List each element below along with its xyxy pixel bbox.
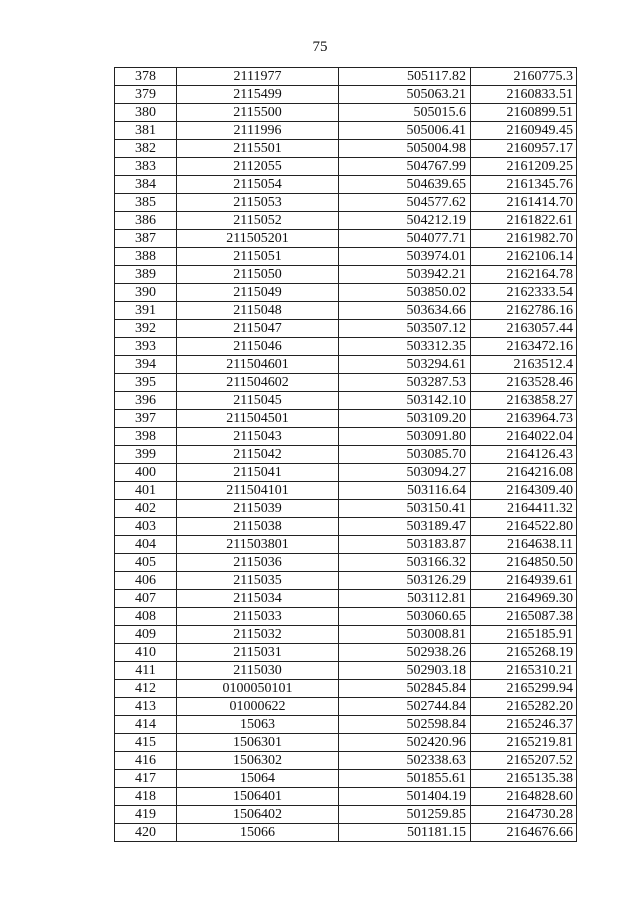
point-id-cell: 2115500 [177, 104, 339, 122]
table-row [115, 356, 577, 374]
x-coordinate-cell: 501404.19 [339, 788, 471, 806]
y-coordinate-cell: 2163512.4 [471, 356, 577, 374]
point-id-cell: 2115053 [177, 194, 339, 212]
point-id-cell: 2115035 [177, 572, 339, 590]
point-id-cell: 2115031 [177, 644, 339, 662]
x-coordinate-cell: 502938.26 [339, 644, 471, 662]
y-coordinate-cell: 2163858.27 [471, 392, 577, 410]
table-row [115, 716, 577, 734]
row-number-cell: 411 [115, 662, 177, 680]
point-id-cell: 1506301 [177, 734, 339, 752]
row-number-cell: 386 [115, 212, 177, 230]
row-number-cell: 412 [115, 680, 177, 698]
point-id-cell: 2115033 [177, 608, 339, 626]
table-row [115, 608, 577, 626]
row-number-cell: 403 [115, 518, 177, 536]
y-coordinate-cell: 2161822.61 [471, 212, 577, 230]
table-row [115, 572, 577, 590]
y-coordinate-cell: 2160957.17 [471, 140, 577, 158]
table-row [115, 266, 577, 284]
point-id-cell: 2115049 [177, 284, 339, 302]
page-number: 75 [312, 39, 328, 55]
point-id-cell: 211504501 [177, 410, 339, 428]
point-id-cell: 2115041 [177, 464, 339, 482]
point-id-cell: 0100050101 [177, 680, 339, 698]
point-id-cell: 2111996 [177, 122, 339, 140]
x-coordinate-cell: 502338.63 [339, 752, 471, 770]
x-coordinate-cell: 503942.21 [339, 266, 471, 284]
point-id-cell: 2115051 [177, 248, 339, 266]
point-id-cell: 2115038 [177, 518, 339, 536]
table-row [115, 230, 577, 248]
row-number-cell: 404 [115, 536, 177, 554]
point-id-cell: 2115032 [177, 626, 339, 644]
x-coordinate-cell: 504767.99 [339, 158, 471, 176]
x-coordinate-cell: 503085.70 [339, 446, 471, 464]
y-coordinate-cell: 2162106.14 [471, 248, 577, 266]
point-id-cell: 15066 [177, 824, 339, 842]
y-coordinate-cell: 2164309.40 [471, 482, 577, 500]
row-number-cell: 383 [115, 158, 177, 176]
point-id-cell: 1506402 [177, 806, 339, 824]
table-row [115, 536, 577, 554]
point-id-cell: 2115030 [177, 662, 339, 680]
table-row [115, 428, 577, 446]
y-coordinate-cell: 2161209.25 [471, 158, 577, 176]
point-id-cell: 2115050 [177, 266, 339, 284]
row-number-cell: 414 [115, 716, 177, 734]
point-id-cell: 2112055 [177, 158, 339, 176]
row-number-cell: 399 [115, 446, 177, 464]
y-coordinate-cell: 2163528.46 [471, 374, 577, 392]
y-coordinate-cell: 2160833.51 [471, 86, 577, 104]
x-coordinate-cell: 501259.85 [339, 806, 471, 824]
row-number-cell: 395 [115, 374, 177, 392]
row-number-cell: 398 [115, 428, 177, 446]
x-coordinate-cell: 502845.84 [339, 680, 471, 698]
row-number-cell: 420 [115, 824, 177, 842]
point-id-cell: 15064 [177, 770, 339, 788]
point-id-cell: 2115047 [177, 320, 339, 338]
x-coordinate-cell: 504077.71 [339, 230, 471, 248]
x-coordinate-cell: 503109.20 [339, 410, 471, 428]
y-coordinate-cell: 2165310.21 [471, 662, 577, 680]
row-number-cell: 415 [115, 734, 177, 752]
x-coordinate-cell: 505004.98 [339, 140, 471, 158]
row-number-cell: 407 [115, 590, 177, 608]
row-number-cell: 419 [115, 806, 177, 824]
point-id-cell: 2115043 [177, 428, 339, 446]
x-coordinate-cell: 503091.80 [339, 428, 471, 446]
x-coordinate-cell: 503312.35 [339, 338, 471, 356]
table-row [115, 320, 577, 338]
table-row [115, 410, 577, 428]
x-coordinate-cell: 503850.02 [339, 284, 471, 302]
point-id-cell: 2115036 [177, 554, 339, 572]
row-number-cell: 379 [115, 86, 177, 104]
table-row [115, 590, 577, 608]
row-number-cell: 400 [115, 464, 177, 482]
y-coordinate-cell: 2164828.60 [471, 788, 577, 806]
row-number-cell: 408 [115, 608, 177, 626]
y-coordinate-cell: 2164939.61 [471, 572, 577, 590]
table-row [115, 194, 577, 212]
table-row [115, 824, 577, 842]
x-coordinate-cell: 503150.41 [339, 500, 471, 518]
x-coordinate-cell: 501181.15 [339, 824, 471, 842]
row-number-cell: 409 [115, 626, 177, 644]
point-id-cell: 2115048 [177, 302, 339, 320]
table-row [115, 140, 577, 158]
y-coordinate-cell: 2165207.52 [471, 752, 577, 770]
table-row [115, 464, 577, 482]
x-coordinate-cell: 503974.01 [339, 248, 471, 266]
table-row [115, 698, 577, 716]
y-coordinate-cell: 2160949.45 [471, 122, 577, 140]
x-coordinate-cell: 503116.64 [339, 482, 471, 500]
y-coordinate-cell: 2161982.70 [471, 230, 577, 248]
coordinates-table [114, 67, 577, 842]
y-coordinate-cell: 2164216.08 [471, 464, 577, 482]
table-row [115, 392, 577, 410]
row-number-cell: 389 [115, 266, 177, 284]
table-row [115, 212, 577, 230]
x-coordinate-cell: 503094.27 [339, 464, 471, 482]
y-coordinate-cell: 2164022.04 [471, 428, 577, 446]
row-number-cell: 380 [115, 104, 177, 122]
y-coordinate-cell: 2160899.51 [471, 104, 577, 122]
row-number-cell: 401 [115, 482, 177, 500]
row-number-cell: 381 [115, 122, 177, 140]
table-row [115, 446, 577, 464]
y-coordinate-cell: 2165268.19 [471, 644, 577, 662]
y-coordinate-cell: 2161414.70 [471, 194, 577, 212]
point-id-cell: 1506302 [177, 752, 339, 770]
point-id-cell: 2115499 [177, 86, 339, 104]
y-coordinate-cell: 2162786.16 [471, 302, 577, 320]
row-number-cell: 406 [115, 572, 177, 590]
table-row [115, 752, 577, 770]
table-row [115, 770, 577, 788]
table-row [115, 374, 577, 392]
table-row [115, 680, 577, 698]
y-coordinate-cell: 2165087.38 [471, 608, 577, 626]
table-row [115, 734, 577, 752]
y-coordinate-cell: 2160775.3 [471, 68, 577, 86]
y-coordinate-cell: 2163472.16 [471, 338, 577, 356]
point-id-cell: 2115046 [177, 338, 339, 356]
table-row [115, 248, 577, 266]
table-row [115, 176, 577, 194]
y-coordinate-cell: 2162333.54 [471, 284, 577, 302]
row-number-cell: 385 [115, 194, 177, 212]
y-coordinate-cell: 2164969.30 [471, 590, 577, 608]
point-id-cell: 15063 [177, 716, 339, 734]
point-id-cell: 1506401 [177, 788, 339, 806]
table-row [115, 518, 577, 536]
y-coordinate-cell: 2164411.32 [471, 500, 577, 518]
table-row [115, 554, 577, 572]
row-number-cell: 397 [115, 410, 177, 428]
table-row [115, 500, 577, 518]
table-row [115, 806, 577, 824]
y-coordinate-cell: 2165282.20 [471, 698, 577, 716]
x-coordinate-cell: 505006.41 [339, 122, 471, 140]
point-id-cell: 2115034 [177, 590, 339, 608]
point-id-cell: 01000622 [177, 698, 339, 716]
row-number-cell: 405 [115, 554, 177, 572]
point-id-cell: 211504602 [177, 374, 339, 392]
x-coordinate-cell: 503008.81 [339, 626, 471, 644]
table-row [115, 122, 577, 140]
x-coordinate-cell: 503294.61 [339, 356, 471, 374]
x-coordinate-cell: 504639.65 [339, 176, 471, 194]
x-coordinate-cell: 501855.61 [339, 770, 471, 788]
table-row [115, 788, 577, 806]
x-coordinate-cell: 502903.18 [339, 662, 471, 680]
row-number-cell: 390 [115, 284, 177, 302]
point-id-cell: 211505201 [177, 230, 339, 248]
x-coordinate-cell: 505063.21 [339, 86, 471, 104]
y-coordinate-cell: 2164126.43 [471, 446, 577, 464]
point-id-cell: 211504601 [177, 356, 339, 374]
table-row [115, 284, 577, 302]
x-coordinate-cell: 503507.12 [339, 320, 471, 338]
x-coordinate-cell: 505117.82 [339, 68, 471, 86]
y-coordinate-cell: 2164850.50 [471, 554, 577, 572]
point-id-cell: 2115042 [177, 446, 339, 464]
x-coordinate-cell: 503189.47 [339, 518, 471, 536]
row-number-cell: 388 [115, 248, 177, 266]
table-row [115, 644, 577, 662]
x-coordinate-cell: 504212.19 [339, 212, 471, 230]
point-id-cell: 2115045 [177, 392, 339, 410]
y-coordinate-cell: 2161345.76 [471, 176, 577, 194]
x-coordinate-cell: 503126.29 [339, 572, 471, 590]
row-number-cell: 417 [115, 770, 177, 788]
row-number-cell: 378 [115, 68, 177, 86]
point-id-cell: 211503801 [177, 536, 339, 554]
row-number-cell: 384 [115, 176, 177, 194]
row-number-cell: 416 [115, 752, 177, 770]
table-row [115, 338, 577, 356]
y-coordinate-cell: 2165185.91 [471, 626, 577, 644]
row-number-cell: 393 [115, 338, 177, 356]
y-coordinate-cell: 2162164.78 [471, 266, 577, 284]
table-row [115, 626, 577, 644]
y-coordinate-cell: 2165219.81 [471, 734, 577, 752]
point-id-cell: 211504101 [177, 482, 339, 500]
x-coordinate-cell: 503287.53 [339, 374, 471, 392]
row-number-cell: 402 [115, 500, 177, 518]
row-number-cell: 410 [115, 644, 177, 662]
table-row [115, 104, 577, 122]
point-id-cell: 2115052 [177, 212, 339, 230]
y-coordinate-cell: 2165299.94 [471, 680, 577, 698]
y-coordinate-cell: 2164676.66 [471, 824, 577, 842]
row-number-cell: 382 [115, 140, 177, 158]
y-coordinate-cell: 2163057.44 [471, 320, 577, 338]
point-id-cell: 2115501 [177, 140, 339, 158]
x-coordinate-cell: 503634.66 [339, 302, 471, 320]
x-coordinate-cell: 505015.6 [339, 104, 471, 122]
x-coordinate-cell: 503142.10 [339, 392, 471, 410]
x-coordinate-cell: 503166.32 [339, 554, 471, 572]
point-id-cell: 2115039 [177, 500, 339, 518]
table-row [115, 86, 577, 104]
table-row [115, 482, 577, 500]
row-number-cell: 394 [115, 356, 177, 374]
y-coordinate-cell: 2163964.73 [471, 410, 577, 428]
y-coordinate-cell: 2164730.28 [471, 806, 577, 824]
row-number-cell: 387 [115, 230, 177, 248]
y-coordinate-cell: 2164522.80 [471, 518, 577, 536]
y-coordinate-cell: 2165246.37 [471, 716, 577, 734]
x-coordinate-cell: 504577.62 [339, 194, 471, 212]
table-row [115, 662, 577, 680]
point-id-cell: 2111977 [177, 68, 339, 86]
y-coordinate-cell: 2165135.38 [471, 770, 577, 788]
x-coordinate-cell: 502598.84 [339, 716, 471, 734]
row-number-cell: 413 [115, 698, 177, 716]
coordinates-table-container [114, 67, 577, 842]
x-coordinate-cell: 503060.65 [339, 608, 471, 626]
x-coordinate-cell: 503183.87 [339, 536, 471, 554]
row-number-cell: 392 [115, 320, 177, 338]
table-body [115, 68, 577, 842]
y-coordinate-cell: 2164638.11 [471, 536, 577, 554]
x-coordinate-cell: 502420.96 [339, 734, 471, 752]
point-id-cell: 2115054 [177, 176, 339, 194]
table-row [115, 302, 577, 320]
row-number-cell: 418 [115, 788, 177, 806]
row-number-cell: 396 [115, 392, 177, 410]
table-row [115, 158, 577, 176]
x-coordinate-cell: 503112.81 [339, 590, 471, 608]
row-number-cell: 391 [115, 302, 177, 320]
x-coordinate-cell: 502744.84 [339, 698, 471, 716]
table-row [115, 68, 577, 86]
